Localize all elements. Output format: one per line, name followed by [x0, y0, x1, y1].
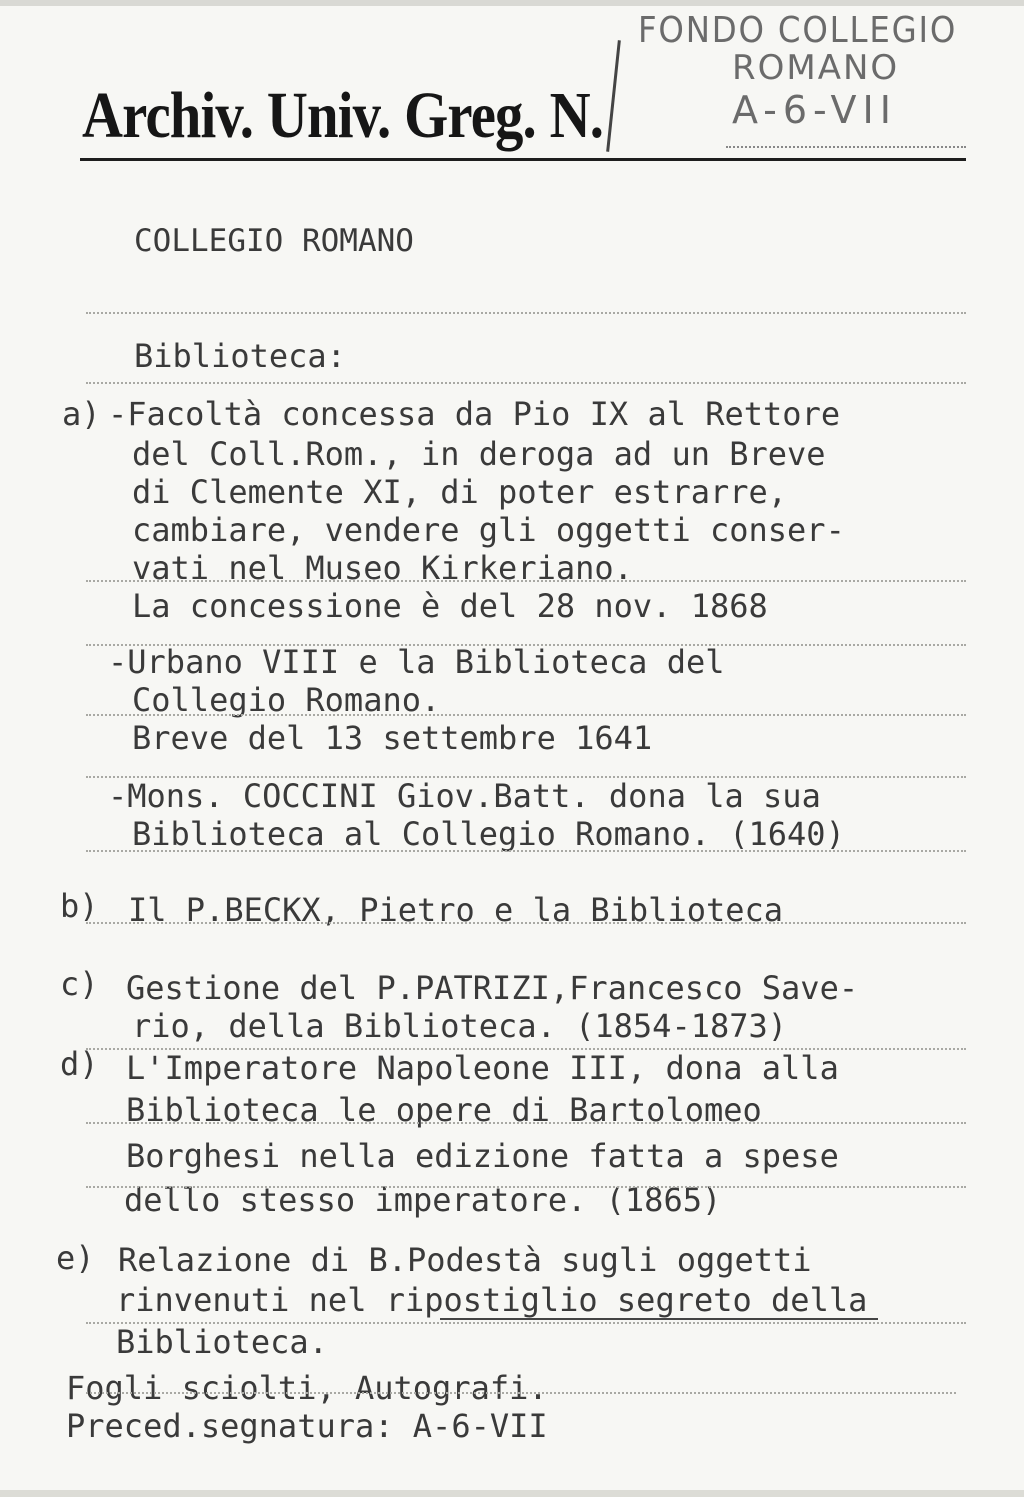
entry-d-label: d) [60, 1045, 99, 1083]
entry-a-label: a) [62, 395, 101, 433]
entry-e-line: Biblioteca. [116, 1323, 328, 1361]
entry-a-line: La concessione è del 28 nov. 1868 [132, 587, 768, 625]
entry-a-line: vati nel Museo Kirkeriano. [132, 549, 633, 587]
dotted-line [86, 382, 966, 384]
entry-e-line: rinvenuti nel ripostiglio segreto della [116, 1281, 868, 1319]
entry-a-line: del Coll.Rom., in deroga ad un Breve [132, 435, 826, 473]
entry-e-line: Relazione di B.Podestà sugli oggetti [118, 1241, 812, 1279]
collection-title: COLLEGIO ROMANO [134, 223, 414, 259]
entry-a-urbano-line: Breve del 13 settembre 1641 [132, 719, 653, 757]
dotted-line [86, 1122, 966, 1124]
archive-word: Archiv. [82, 79, 254, 152]
entry-a-line: cambiare, vendere gli oggetti conser- [132, 511, 845, 549]
section-title: Biblioteca: [134, 337, 346, 375]
entry-a-urbano-line: -Urbano VIII e la Biblioteca del [108, 643, 725, 681]
handwritten-fondo: FONDO COLLEGIO [638, 10, 958, 51]
univ-word: Univ. [266, 79, 391, 152]
entry-c-label: c) [60, 965, 99, 1003]
entry-a-line: di Clemente XI, di poter estrarre, [132, 473, 788, 511]
dotted-line [86, 1186, 966, 1188]
previous-signature: Preced.segnatura: A-6-VII [66, 1407, 548, 1445]
number-dotted-line [726, 146, 966, 148]
entry-b-label: b) [60, 887, 99, 925]
header-rule [80, 158, 966, 161]
entry-c-line: rio, della Biblioteca. (1854-1873) [132, 1007, 788, 1045]
dotted-line [86, 1392, 956, 1394]
handwritten-romano: ROMANO [732, 48, 900, 88]
entry-c-line: Gestione del P.PATRIZI,Francesco Save- [126, 969, 859, 1007]
entry-d-line: L'Imperatore Napoleone III, dona alla [126, 1049, 839, 1087]
number-label: N. [549, 79, 604, 152]
loose-sheets-note: Fogli sciolti, Autografi. [66, 1369, 548, 1407]
entry-b-line: Il P.BECKX, Pietro e la Biblioteca [128, 891, 784, 929]
greg-word: Greg. [404, 79, 536, 152]
dotted-line [86, 714, 966, 716]
entry-a-line: -Facoltà concessa da Pio IX al Rettore [108, 395, 841, 433]
dotted-line [86, 922, 966, 924]
entry-d-line: dello stesso imperatore. (1865) [124, 1181, 722, 1219]
dotted-line [86, 580, 966, 582]
dotted-line [86, 850, 966, 852]
entry-a-coccini-line: -Mons. COCCINI Giov.Batt. dona la sua [108, 777, 821, 815]
entry-d-line: Borghesi nella edizione fatta a spese [126, 1137, 839, 1175]
card-bottom-edge [0, 1490, 1024, 1497]
card-top-edge [0, 0, 1024, 6]
dotted-line [86, 312, 966, 314]
entry-d-line: Biblioteca le opere di Bartolomeo [126, 1091, 762, 1129]
archive-header [82, 78, 617, 154]
entry-e-label: e) [56, 1239, 95, 1277]
entry-a-urbano-line: Collegio Romano. [132, 681, 441, 719]
underline-ripostiglio [440, 1318, 878, 1320]
entry-a-coccini-line: Biblioteca al Collegio Romano. (1640) [132, 815, 845, 853]
handwritten-signature: A-6-VII [732, 88, 897, 132]
